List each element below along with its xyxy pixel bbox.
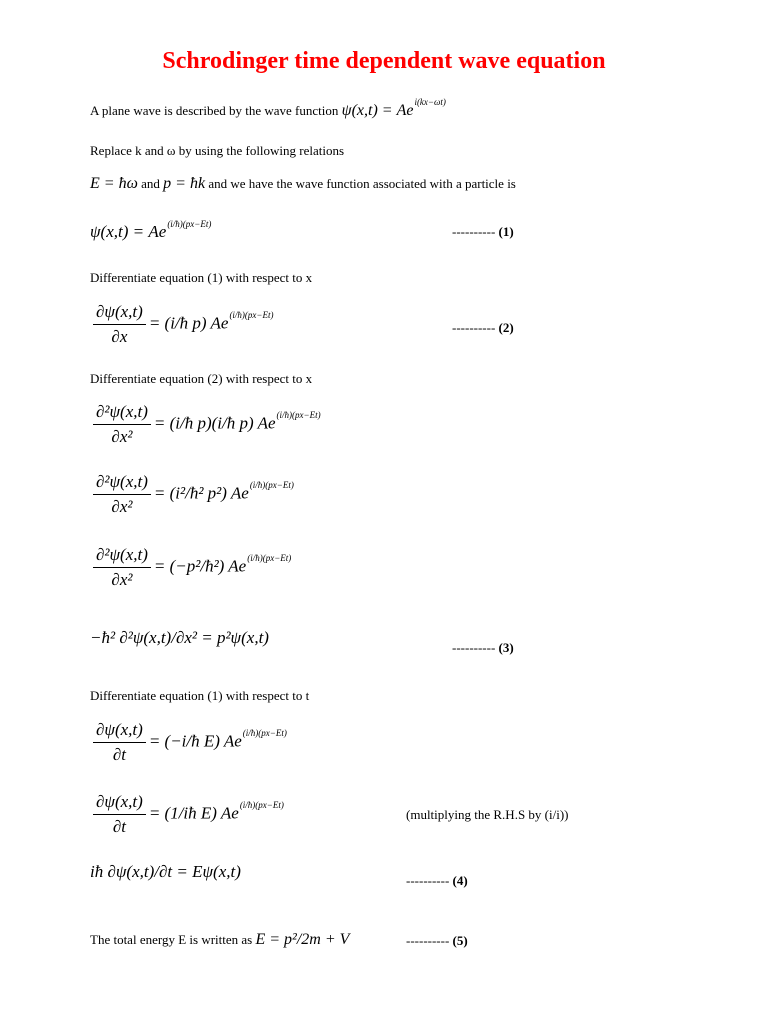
plane-wave-equation: ψ(x,t) = Ae bbox=[341, 102, 414, 119]
plane-wave-exponent: i(kx−ωt) bbox=[414, 97, 446, 107]
equation-5-ref: ---------- (5) bbox=[406, 933, 468, 948]
diff-x1-text: Differentiate equation (1) with respect to x bbox=[90, 270, 313, 285]
replace-text: Replace k and ω by using the following relations bbox=[90, 143, 345, 158]
equation-2: $\frac{\partial\psi(x,t)}{\partial x}$ = (i/ħ p) $Ae^{(i/ħ)(px-Et)}$ bbox=[90, 302, 274, 347]
equation-1-ref: ---------- (1) bbox=[452, 224, 514, 239]
multiplying-note: (multiplying the R.H.S by (i/i)) bbox=[406, 807, 569, 822]
equation-4-ref: ---------- (4) bbox=[406, 873, 468, 888]
equation-4: iħ ∂ψ(x,t)/∂t = Eψ(x,t) bbox=[90, 862, 241, 881]
equation-1 bbox=[90, 219, 212, 242]
equation-2b: $\frac{\text{∂²ψ(x,t)}}{\text{∂x²}}$ = (i/ħ p)(i/ħ p) $Ae^{(i/ħ)(px-Et)}$ bbox=[90, 402, 321, 447]
equation-4a: $\frac{\partial\psi(x,t)}{\partial t}$ = (−i/ħ E) $Ae^{(i/ħ)(px-Et)}$ bbox=[90, 720, 287, 765]
diff-t-text: Differentiate equation (1) with respect to t bbox=[90, 688, 310, 703]
relations-tail: and we have the wave function associated with a particle is bbox=[208, 176, 516, 191]
energy-relation: E = ħω bbox=[90, 175, 138, 192]
total-energy-line bbox=[90, 931, 349, 949]
equation-2-ref: ---------- (2) bbox=[452, 320, 514, 335]
equation-5: E = p²/2m + V bbox=[255, 931, 350, 948]
equation-1-exponent: (i/ħ)(px−Et) bbox=[167, 219, 212, 229]
momentum-relation: p = ħk bbox=[163, 175, 206, 192]
page-title: Schrodinger time dependent wave equation bbox=[162, 48, 606, 74]
equation-3: −ħ² ∂²ψ(x,t)/∂x² = p²ψ(x,t) bbox=[90, 628, 269, 647]
relations-line bbox=[90, 175, 516, 193]
diff-x2-text: Differentiate equation (2) with respect to x bbox=[90, 371, 313, 386]
plane-wave-text: A plane wave is described by the wave function bbox=[90, 103, 339, 118]
equation-1-body: ψ(x,t) = Ae bbox=[90, 222, 167, 241]
relations-and: and bbox=[141, 176, 160, 191]
plane-wave-line bbox=[90, 97, 446, 120]
equation-2c: $\frac{\text{∂²ψ(x,t)}}{\text{∂x²}}$ = (i²/ħ² p²) $Ae^{(i/ħ)(px-Et)}$ bbox=[90, 472, 294, 517]
equation-4b: $\frac{\partial\psi(x,t)}{\partial t}$ = (1/iħ E) $Ae^{(i/ħ)(px-Et)}$ bbox=[90, 792, 284, 837]
equation-3-ref: ---------- (3) bbox=[452, 640, 514, 655]
equation-2d: $\frac{\text{∂²ψ(x,t)}}{\text{∂x²}}$ = (−p²/ħ²) $Ae^{(i/ħ)(px-Et)}$ bbox=[90, 545, 291, 590]
total-energy-text: The total energy E is written as bbox=[90, 932, 253, 947]
